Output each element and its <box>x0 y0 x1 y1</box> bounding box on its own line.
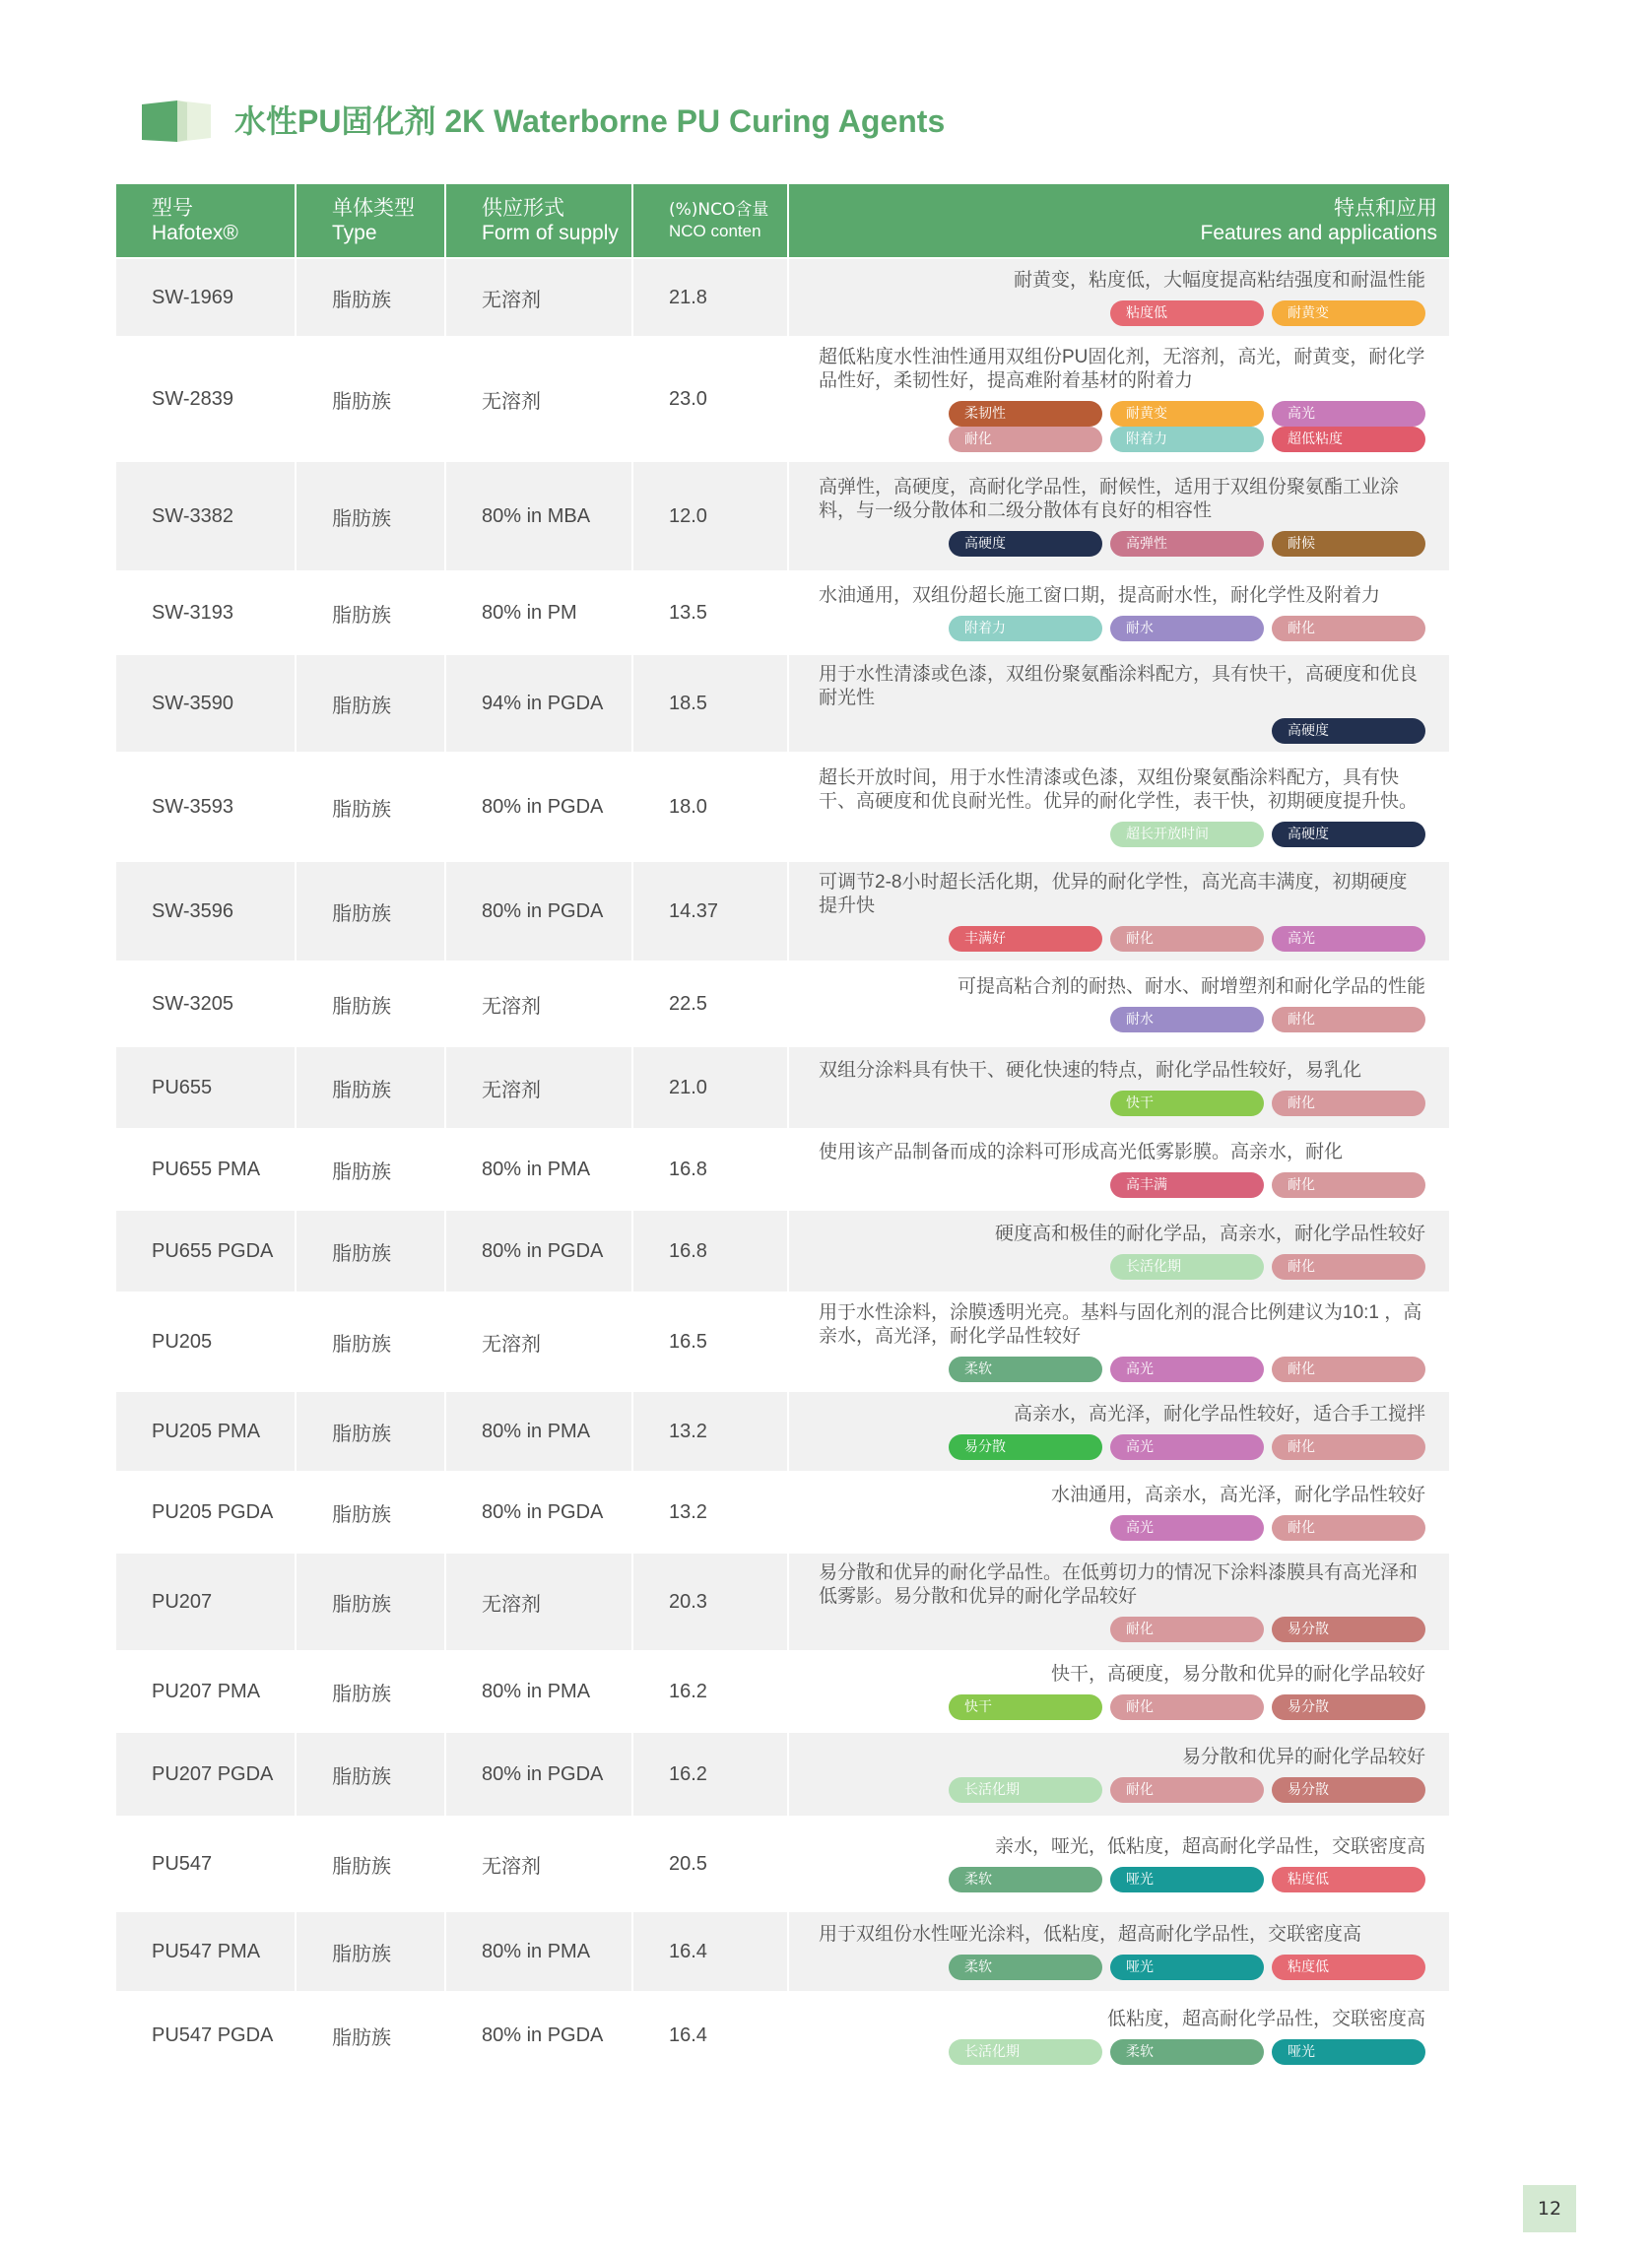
cell-supply: 无溶剂 <box>445 1553 632 1651</box>
table-row <box>116 1046 1449 1129</box>
table-row <box>116 1732 1449 1817</box>
column-header-features: 特点和应用 Features and applications <box>788 184 1449 258</box>
table-row <box>116 258 1449 337</box>
feature-description: 双组分涂料具有快干、硬化快速的特点，耐化学品性较好，易乳化 <box>819 1060 1362 1081</box>
feature-tag: 高光 <box>1272 926 1425 952</box>
feature-description: 超低粘度水性油性通用双组份PU固化剂，无溶剂，高光，耐黄变，耐化学品性好，柔韧性好，提高难附着基材的附着力 <box>819 347 1425 391</box>
cell-nco: 20.5 <box>632 1817 788 1911</box>
cell-features <box>788 1210 1449 1293</box>
feature-description: 可调节2-8小时超长活化期，优异的耐化学性，高光高丰满度，初期硬度提升快 <box>819 872 1408 916</box>
cell-features <box>788 753 1449 861</box>
cell-features <box>788 1732 1449 1817</box>
feature-description: 低粘度，超高耐化学品性，交联密度高 <box>1106 2008 1425 2029</box>
feature-tag: 耐化 <box>1110 1777 1264 1803</box>
cell-type: 脂肪族 <box>296 1732 445 1817</box>
table-row <box>116 654 1449 753</box>
feature-tag: 耐黄变 <box>1110 401 1264 427</box>
cell-features <box>788 1911 1449 1992</box>
cell-nco: 16.8 <box>632 1210 788 1293</box>
table-row <box>116 1129 1449 1210</box>
cell-nco: 20.3 <box>632 1553 788 1651</box>
feature-tag: 耐化 <box>949 427 1102 452</box>
cell-features <box>788 1651 1449 1732</box>
cell-nco: 16.4 <box>632 1992 788 2079</box>
feature-tag: 附着力 <box>1110 427 1264 452</box>
cell-nco: 16.4 <box>632 1911 788 1992</box>
cell-type: 脂肪族 <box>296 1911 445 1992</box>
table-row <box>116 461 1449 571</box>
cell-model: PU205 PMA <box>116 1391 296 1472</box>
feature-tags <box>819 1955 1425 1980</box>
table-header-row <box>116 184 1449 258</box>
feature-tag: 超长开放时间 <box>1110 822 1264 847</box>
feature-tags <box>819 1867 1425 1892</box>
cell-supply: 无溶剂 <box>445 1817 632 1911</box>
table-row <box>116 1293 1449 1391</box>
feature-tag: 耐黄变 <box>1272 300 1425 326</box>
cell-features <box>788 654 1449 753</box>
cell-model: PU205 <box>116 1293 296 1391</box>
cell-type: 脂肪族 <box>296 1293 445 1391</box>
feature-tag: 耐化 <box>1272 1515 1425 1541</box>
cell-type: 脂肪族 <box>296 337 445 461</box>
cell-nco: 16.2 <box>632 1651 788 1732</box>
cell-features <box>788 962 1449 1046</box>
feature-tags <box>819 718 1425 744</box>
cell-features <box>788 1553 1449 1651</box>
cell-features <box>788 1046 1449 1129</box>
cell-type: 脂肪族 <box>296 1651 445 1732</box>
cell-type: 脂肪族 <box>296 753 445 861</box>
column-header-nco: (%)NCO含量 NCO conten <box>632 184 788 258</box>
cell-features <box>788 258 1449 337</box>
cell-model: PU207 PGDA <box>116 1732 296 1817</box>
cell-supply: 80% in PGDA <box>445 753 632 861</box>
cell-nco: 16.2 <box>632 1732 788 1817</box>
table-row <box>116 1992 1449 2079</box>
table-row <box>116 1210 1449 1293</box>
table-row <box>116 962 1449 1046</box>
cell-features <box>788 461 1449 571</box>
feature-description: 可提高粘合剂的耐热、耐水、耐增塑剂和耐化学品的性能 <box>957 976 1425 997</box>
column-header-model: 型号 Hafotex® <box>116 184 296 258</box>
cell-model: PU207 <box>116 1553 296 1651</box>
cell-features <box>788 1992 1449 2079</box>
cell-type: 脂肪族 <box>296 962 445 1046</box>
feature-tag: 耐化 <box>1110 926 1264 952</box>
cell-supply: 无溶剂 <box>445 962 632 1046</box>
cell-type: 脂肪族 <box>296 1992 445 2079</box>
cell-supply: 80% in PMA <box>445 1391 632 1472</box>
feature-tag: 高光 <box>1272 401 1425 427</box>
feature-tag: 高光 <box>1110 1515 1264 1541</box>
cell-supply: 80% in PGDA <box>445 1210 632 1293</box>
cell-model: PU547 PMA <box>116 1911 296 1992</box>
feature-tags <box>819 1172 1425 1198</box>
cell-type: 脂肪族 <box>296 861 445 962</box>
cell-nco: 14.37 <box>632 861 788 962</box>
feature-tag: 长活化期 <box>1110 1254 1264 1280</box>
cell-type: 脂肪族 <box>296 1553 445 1651</box>
feature-tags <box>819 2039 1425 2065</box>
feature-tags <box>819 1091 1425 1116</box>
feature-tags <box>819 616 1425 641</box>
feature-tag: 耐水 <box>1110 616 1264 641</box>
feature-tag: 耐化 <box>1272 1007 1425 1032</box>
cell-model: SW-3596 <box>116 861 296 962</box>
feature-tag: 耐化 <box>1272 1172 1425 1198</box>
cell-supply: 无溶剂 <box>445 258 632 337</box>
feature-tag: 易分散 <box>1272 1617 1425 1642</box>
feature-tag: 粘度低 <box>1272 1867 1425 1892</box>
cell-model: PU207 PMA <box>116 1651 296 1732</box>
table-row <box>116 1553 1449 1651</box>
product-table <box>116 184 1449 2079</box>
feature-description: 易分散和优异的耐化学品较好 <box>1181 1747 1425 1767</box>
feature-description: 高弹性，高硬度，高耐化学品性，耐候性，适用于双组份聚氨酯工业涂料，与一级分散体和二级分散体有良好的相容性 <box>819 477 1400 521</box>
feature-tag: 长活化期 <box>949 2039 1102 2065</box>
feature-tags <box>819 531 1425 557</box>
cell-nco: 13.2 <box>632 1472 788 1553</box>
cell-nco: 12.0 <box>632 461 788 571</box>
cell-type: 脂肪族 <box>296 1472 445 1553</box>
feature-tag: 柔软 <box>949 1955 1102 1980</box>
cell-supply: 80% in PGDA <box>445 1992 632 2079</box>
cell-type: 脂肪族 <box>296 1210 445 1293</box>
feature-tag: 高光 <box>1110 1434 1264 1460</box>
feature-tag: 哑光 <box>1110 1955 1264 1980</box>
feature-tag: 耐候 <box>1272 531 1425 557</box>
page-number: 12 <box>1523 2185 1576 2232</box>
cell-supply: 80% in PMA <box>445 1129 632 1210</box>
feature-description: 用于水性清漆或色漆，双组份聚氨酯涂料配方，具有快干，高硬度和优良耐光性 <box>819 664 1419 708</box>
cell-supply: 80% in PGDA <box>445 1732 632 1817</box>
cell-supply: 80% in PMA <box>445 1911 632 1992</box>
cell-model: SW-3193 <box>116 571 296 654</box>
feature-tag: 高硬度 <box>1272 822 1425 847</box>
feature-tag: 耐化 <box>1272 1434 1425 1460</box>
table-row <box>116 1472 1449 1553</box>
cell-features <box>788 1817 1449 1911</box>
feature-tag: 高光 <box>1110 1357 1264 1382</box>
feature-description: 易分散和优异的耐化学品性。在低剪切力的情况下涂料漆膜具有高光泽和低雾影。易分散和优异的耐化学品较好 <box>819 1562 1419 1607</box>
feature-tag: 柔软 <box>949 1867 1102 1892</box>
feature-description: 硬度高和极佳的耐化学品，高亲水，耐化学品性较好 <box>994 1224 1425 1244</box>
cell-model: PU205 PGDA <box>116 1472 296 1553</box>
cell-type: 脂肪族 <box>296 258 445 337</box>
cell-features <box>788 337 1449 461</box>
feature-tag: 长活化期 <box>949 1777 1102 1803</box>
cell-type: 脂肪族 <box>296 1046 445 1129</box>
cell-model: SW-1969 <box>116 258 296 337</box>
cell-nco: 16.8 <box>632 1129 788 1210</box>
table-row <box>116 571 1449 654</box>
feature-tag: 快干 <box>1110 1091 1264 1116</box>
feature-tags <box>819 300 1425 326</box>
cell-features <box>788 1391 1449 1472</box>
cell-nco: 21.8 <box>632 258 788 337</box>
feature-description: 水油通用，高亲水，高光泽，耐化学品性较好 <box>1050 1485 1425 1505</box>
feature-tags <box>819 1617 1425 1642</box>
feature-tag: 易分散 <box>1272 1694 1425 1720</box>
feature-tag: 耐化 <box>1272 1091 1425 1116</box>
cell-supply: 80% in PGDA <box>445 1472 632 1553</box>
cell-nco: 18.0 <box>632 753 788 861</box>
cell-type: 脂肪族 <box>296 461 445 571</box>
cell-supply: 80% in PGDA <box>445 861 632 962</box>
feature-tags <box>819 1254 1425 1280</box>
cell-supply: 无溶剂 <box>445 1293 632 1391</box>
table-row <box>116 861 1449 962</box>
cell-type: 脂肪族 <box>296 1129 445 1210</box>
feature-tag: 耐化 <box>1272 616 1425 641</box>
cell-supply: 80% in PMA <box>445 1651 632 1732</box>
table-row <box>116 337 1449 461</box>
cell-type: 脂肪族 <box>296 571 445 654</box>
cell-supply: 80% in MBA <box>445 461 632 571</box>
feature-tag: 快干 <box>949 1694 1102 1720</box>
cell-model: SW-3382 <box>116 461 296 571</box>
cell-model: SW-3590 <box>116 654 296 753</box>
feature-tag: 耐水 <box>1110 1007 1264 1032</box>
cell-supply: 无溶剂 <box>445 1046 632 1129</box>
feature-tag: 易分散 <box>1272 1777 1425 1803</box>
feature-tag: 耐化 <box>1272 1254 1425 1280</box>
feature-description: 耐黄变，粘度低，大幅度提高粘结强度和耐温性能 <box>1013 270 1425 291</box>
feature-tag: 柔软 <box>949 1357 1102 1382</box>
feature-description: 高亲水，高光泽，耐化学品性较好，适合手工搅拌 <box>1013 1404 1425 1425</box>
feature-tag: 高硬度 <box>949 531 1102 557</box>
cell-supply: 80% in PM <box>445 571 632 654</box>
cell-nco: 18.5 <box>632 654 788 753</box>
cell-model: PU655 PGDA <box>116 1210 296 1293</box>
feature-description: 用于双组份水性哑光涂料，低粘度，超高耐化学品性，交联密度高 <box>819 1924 1362 1945</box>
table-row <box>116 1911 1449 1992</box>
feature-tag: 易分散 <box>949 1434 1102 1460</box>
feature-tag: 耐化 <box>1272 1357 1425 1382</box>
cell-features <box>788 1129 1449 1210</box>
cell-supply: 94% in PGDA <box>445 654 632 753</box>
cell-model: PU655 PMA <box>116 1129 296 1210</box>
column-header-type: 单体类型 Type <box>296 184 445 258</box>
page-title: 水性PU固化剂 2K Waterborne PU Curing Agents <box>234 103 946 139</box>
cell-model: PU655 <box>116 1046 296 1129</box>
feature-tag: 粘度低 <box>1110 300 1264 326</box>
feature-tags <box>819 1694 1425 1720</box>
feature-tag: 超低粘度 <box>1272 427 1425 452</box>
cell-type: 脂肪族 <box>296 1817 445 1911</box>
folder-tab-icon <box>142 100 211 142</box>
feature-tag: 粘度低 <box>1272 1955 1425 1980</box>
feature-description: 使用该产品制备而成的涂料可形成高光低雾影膜。高亲水，耐化 <box>819 1142 1344 1162</box>
feature-tag: 高弹性 <box>1110 531 1264 557</box>
feature-tag: 高硬度 <box>1272 718 1425 744</box>
table-row <box>116 753 1449 861</box>
feature-description: 超长开放时间，用于水性清漆或色漆，双组份聚氨酯涂料配方，具有快干、高硬度和优良耐光性。优异的耐化学性，表干快，初期硬度提升快。 <box>819 767 1419 812</box>
cell-model: SW-3205 <box>116 962 296 1046</box>
feature-tag: 丰满好 <box>949 926 1102 952</box>
feature-tag: 耐化 <box>1110 1694 1264 1720</box>
table-row <box>116 1651 1449 1732</box>
feature-tag: 高丰满 <box>1110 1172 1264 1198</box>
cell-type: 脂肪族 <box>296 1391 445 1472</box>
table-row <box>116 1817 1449 1911</box>
feature-description: 用于水性涂料，涂膜透明光亮。基料与固化剂的混合比例建议为10:1 ，高亲水，高光泽，耐化学品性较好 <box>819 1302 1422 1347</box>
cell-model: PU547 PGDA <box>116 1992 296 2079</box>
feature-tag: 柔软 <box>1110 2039 1264 2065</box>
cell-model: SW-3593 <box>116 753 296 861</box>
column-header-supply: 供应形式 Form of supply <box>445 184 632 258</box>
cell-features <box>788 571 1449 654</box>
cell-nco: 13.5 <box>632 571 788 654</box>
cell-nco: 23.0 <box>632 337 788 461</box>
cell-nco: 21.0 <box>632 1046 788 1129</box>
feature-tags <box>819 1434 1425 1460</box>
cell-nco: 16.5 <box>632 1293 788 1391</box>
feature-tag: 柔韧性 <box>949 401 1102 427</box>
feature-description: 水油通用，双组份超长施工窗口期，提高耐水性，耐化学性及附着力 <box>819 585 1381 606</box>
feature-tag: 哑光 <box>1110 1867 1264 1892</box>
feature-tags <box>819 1357 1425 1382</box>
cell-supply: 无溶剂 <box>445 337 632 461</box>
cell-features <box>788 861 1449 962</box>
cell-nco: 13.2 <box>632 1391 788 1472</box>
feature-tags <box>819 926 1425 952</box>
feature-description: 快干，高硬度，易分散和优异的耐化学品较好 <box>1050 1664 1425 1685</box>
feature-tag: 附着力 <box>949 616 1102 641</box>
cell-features <box>788 1293 1449 1391</box>
cell-type: 脂肪族 <box>296 654 445 753</box>
feature-tags <box>819 822 1425 847</box>
cell-model: PU547 <box>116 1817 296 1911</box>
feature-tags <box>819 1777 1425 1803</box>
cell-model: SW-2839 <box>116 337 296 461</box>
cell-features <box>788 1472 1449 1553</box>
feature-description: 亲水，哑光，低粘度，超高耐化学品性，交联密度高 <box>994 1836 1425 1857</box>
feature-tag: 哑光 <box>1272 2039 1425 2065</box>
table-row <box>116 1391 1449 1472</box>
feature-tag: 耐化 <box>1110 1617 1264 1642</box>
feature-tags <box>819 1515 1425 1541</box>
feature-tags <box>819 1007 1425 1032</box>
cell-nco: 22.5 <box>632 962 788 1046</box>
feature-tags <box>819 401 1425 452</box>
